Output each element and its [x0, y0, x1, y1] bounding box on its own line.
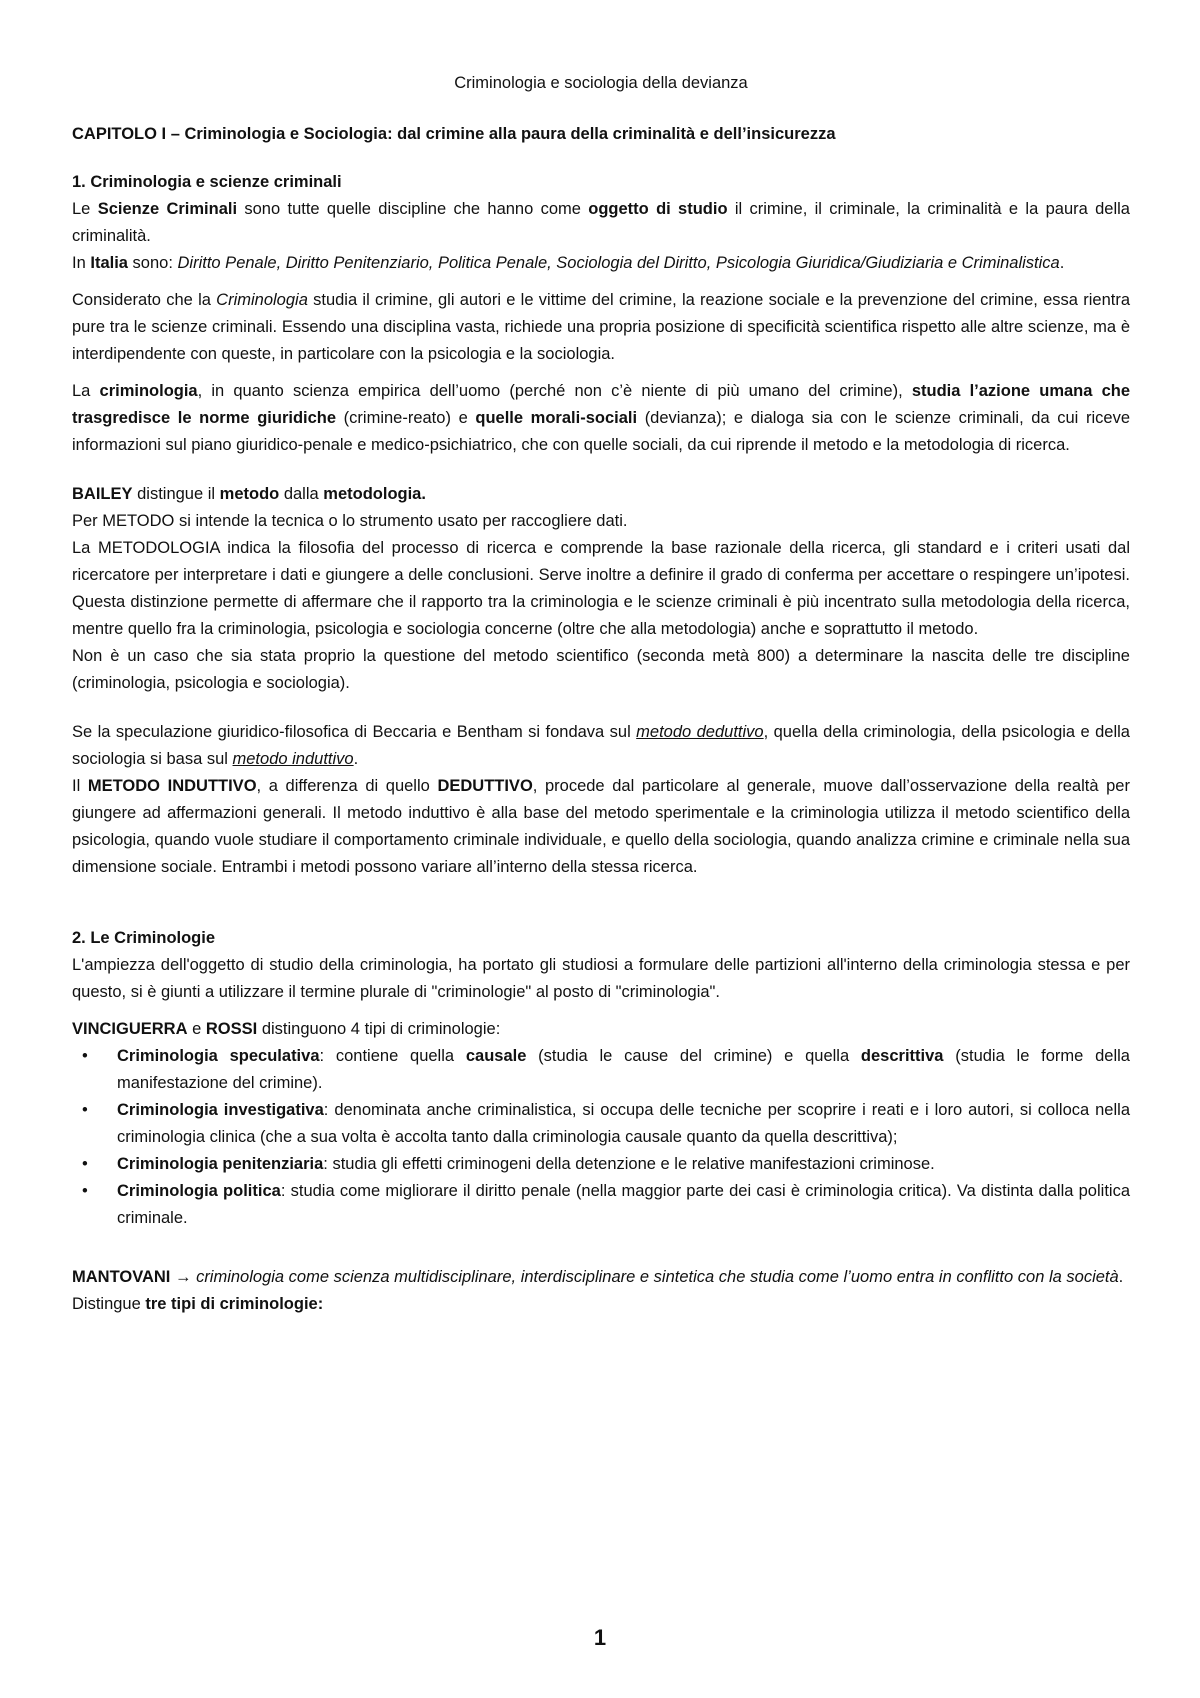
- paragraph-italia: In Italia sono: Diritto Penale, Diritto Penitenziario, Politica Penale, Sociologia del Diritto, Psicologia Giuridica/Giudiziaria e Criminalistica.: [72, 254, 1065, 272]
- paragraph-ampiezza: L'ampiezza dell'oggetto di studio della criminologia, ha portato gli studiosi a formulare delle partizioni all'interno della criminologia stessa e per questo, si è giunti a utilizzare il termine plurale di "criminologie" al posto di "criminologia".: [72, 956, 1130, 1001]
- section-1-heading: 1. Criminologia e scienze criminali: [72, 173, 342, 191]
- document-title: Criminologia e sociologia della devianza: [454, 74, 748, 92]
- paragraph-metodologia: La METODOLOGIA indica la filosofia del processo di ricerca e comprende la base razionale della ricerca, gli standard e i criteri usati dal ricercatore per interpretare i dati e giungere a delle conclusioni. Serve inoltre a definire il grado di conferma per accettare o respingere un’ipotesi. Questa distinzione permette di affermare che il rapporto tra la criminologia e le scienze criminali è più incentrato sulla metodologia della ricerca, mentre quello fra la criminologia, psicologia e sociologia concerne (oltre che alla metodologia) anche e soprattutto il metodo.: [72, 539, 1130, 638]
- paragraph-bailey: BAILEY distingue il metodo dalla metodologia.: [72, 485, 426, 503]
- chapter-heading: CAPITOLO I – Criminologia e Sociologia: dal crimine alla paura della criminalità e dell’insicurezza: [72, 125, 836, 143]
- paragraph-scienza-empirica: La criminologia, in quanto scienza empirica dell’uomo (perché non c’è niente di più umano del crimine), studia l’azione umana che trasgredisce le norme giuridiche (crimine-reato) e quelle morali-sociali (devianza); e dialoga sia con le scienze criminali, da cui riceve informazioni sul piano giuridico-penale e medico-psichiatrico, che con quelle sociali, da cui riprende il metodo e la metodologia di ricerca.: [72, 382, 1130, 454]
- paragraph-nascita-discipline: Non è un caso che sia stata proprio la questione del metodo scientifico (seconda metà 800) a determinare la nascita delle tre discipline (criminologia, psicologia e sociologia).: [72, 647, 1130, 692]
- criminologie-list: [72, 1043, 1130, 1232]
- bullet-icon: •: [82, 1047, 88, 1065]
- section-2-heading: 2. Le Criminologie: [72, 929, 216, 947]
- list-item: • Criminologia politica: studia come migliorare il diritto penale (nella maggior parte dei casi è criminologia critica). Va distinta dalla politica criminale.: [72, 1178, 1130, 1232]
- list-item: • Criminologia investigativa: denominata anche criminalistica, si occupa delle tecniche per scoprire i reati e i loro autori, si colloca nella criminologia clinica (che a sua volta è accolta tanto dalla criminologia causale quanto da quella descrittiva);: [72, 1097, 1130, 1151]
- page-number: 1: [593, 1625, 607, 1650]
- bullet-icon: •: [82, 1155, 88, 1173]
- bullet-icon: •: [82, 1182, 88, 1200]
- paragraph-tre-tipi: Distingue tre tipi di criminologie:: [72, 1295, 324, 1313]
- bullet-icon: •: [82, 1101, 88, 1119]
- paragraph-criminologia-studia: Considerato che la Criminologia studia il crimine, gli autori e le vittime del crimine, la reazione sociale e la prevenzione del crimine, essa rientra pure tra le scienze criminali. Essendo una disciplina vasta, richiede una propria posizione di specificità scientifica rispetto alle altre scienze, ma è interdipendente con queste, in particolare con la psicologia e la sociologia.: [72, 291, 1130, 363]
- arrow-right-icon: →: [170, 1268, 197, 1286]
- paragraph-vinciguerra-rossi: VINCIGUERRA e ROSSI distinguono 4 tipi di criminologie:: [72, 1020, 501, 1038]
- paragraph-metodo-induttivo: Il METODO INDUTTIVO, a differenza di quello DEDUTTIVO, procede dal particolare al generale, muove dall’osservazione della realtà per giungere ad affermazioni generali. Il metodo induttivo è alla base del metodo sperimentale e la criminologia utilizza il metodo scientifico della psicologia, quando vuole studiare il comportamento criminale individuale, e quello della sociologia, quando analizza crimine e criminale nella sua dimensione sociale. Entrambi i metodi possono variare all’interno della stessa ricerca.: [72, 777, 1130, 876]
- document-page: [72, 70, 1130, 1318]
- list-item: • Criminologia speculativa: contiene quella causale (studia le cause del crimine) e quella descrittiva (studia le forme della manifestazione del crimine).: [72, 1043, 1130, 1097]
- paragraph-scienze-criminali: Le Scienze Criminali sono tutte quelle discipline che hanno come oggetto di studio il crimine, il criminale, la criminalità e la paura della criminalità.: [72, 200, 1130, 245]
- list-item: • Criminologia penitenziaria: studia gli effetti criminogeni della detenzione e le relative manifestazioni criminose.: [72, 1151, 1130, 1178]
- paragraph-metodo: Per METODO si intende la tecnica o lo strumento usato per raccogliere dati.: [72, 512, 628, 530]
- paragraph-mantovani: MANTOVANI → criminologia come scienza multidisciplinare, interdisciplinare e sintetica che studia come l’uomo entra in conflitto con la società.: [72, 1268, 1124, 1286]
- paragraph-speculazione: Se la speculazione giuridico-filosofica di Beccaria e Bentham si fondava sul metodo deduttivo, quella della criminologia, della psicologia e della sociologia si basa sul metodo induttivo.: [72, 723, 1130, 768]
